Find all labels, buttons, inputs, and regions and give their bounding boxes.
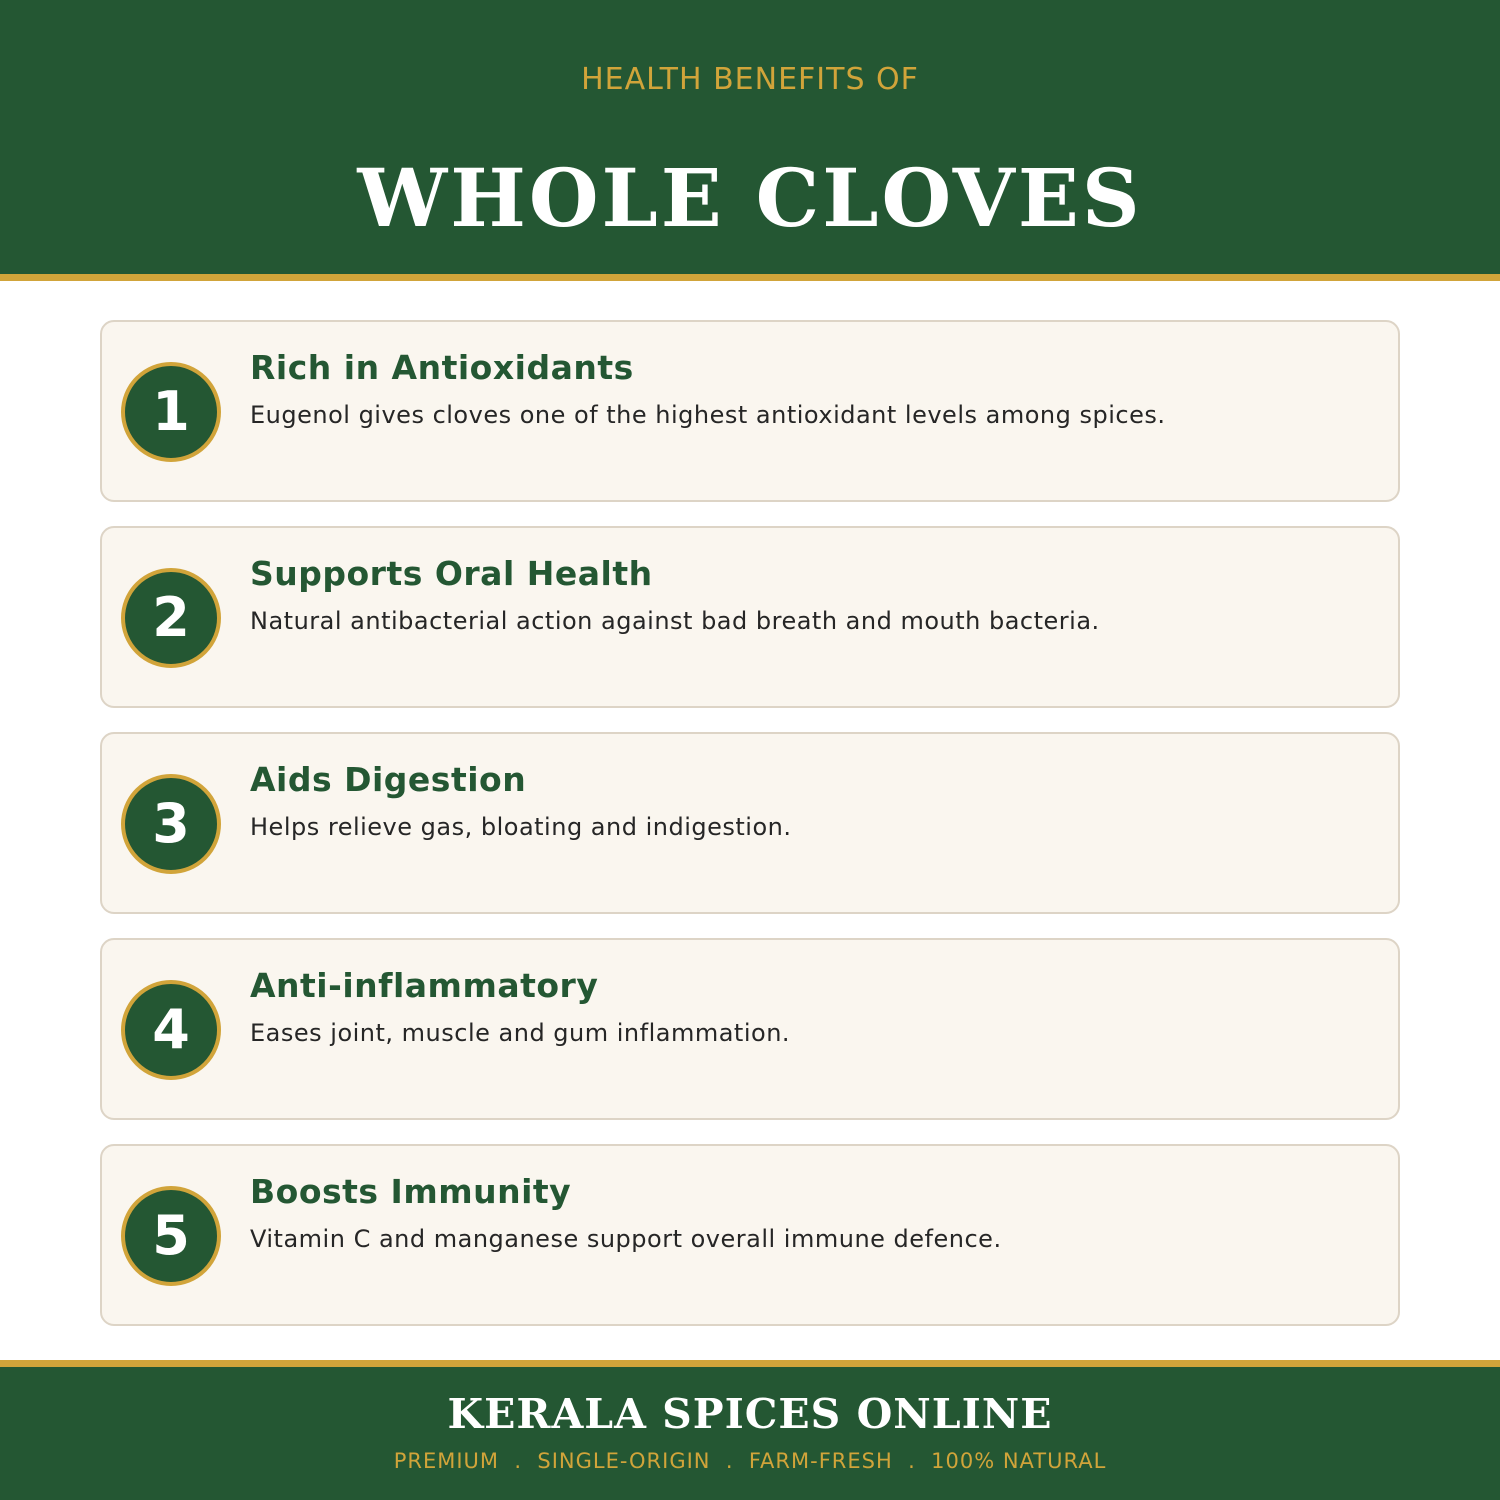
benefit-title: Supports Oral Health xyxy=(250,554,653,593)
benefit-description: Eases joint, muscle and gum inflammation. xyxy=(250,1019,791,1047)
benefit-card xyxy=(100,526,1400,708)
brand-name: KERALA SPICES ONLINE xyxy=(447,1390,1053,1438)
benefit-title: Aids Digestion xyxy=(250,760,527,799)
benefit-number-badge: 5 xyxy=(121,1186,221,1286)
header-gold-rule xyxy=(0,274,1500,281)
benefit-number-badge: 4 xyxy=(121,980,221,1080)
benefits-list xyxy=(100,320,1400,1350)
page-title: WHOLE CLOVES xyxy=(357,151,1143,245)
benefit-card xyxy=(100,938,1400,1120)
benefit-title: Rich in Antioxidants xyxy=(250,348,634,387)
benefit-description: Vitamin C and manganese support overall immune defence. xyxy=(250,1225,1002,1253)
benefit-number-badge: 1 xyxy=(121,362,221,462)
benefit-card xyxy=(100,732,1400,914)
benefit-description: Helps relieve gas, bloating and indigestion. xyxy=(250,813,792,841)
benefit-number-badge: 2 xyxy=(121,568,221,668)
benefit-card xyxy=(100,1144,1400,1326)
benefit-title: Anti-inflammatory xyxy=(250,966,599,1005)
benefit-number-badge: 3 xyxy=(121,774,221,874)
benefit-card xyxy=(100,320,1400,502)
benefit-description: Eugenol gives cloves one of the highest antioxidant levels among spices. xyxy=(250,401,1166,429)
benefit-description: Natural antibacterial action against bad breath and mouth bacteria. xyxy=(250,607,1100,635)
header-kicker: HEALTH BENEFITS OF xyxy=(581,62,919,97)
footer-gold-rule xyxy=(0,1360,1500,1367)
brand-tagline: PREMIUM . SINGLE-ORIGIN . FARM-FRESH . 100% NATURAL xyxy=(393,1449,1107,1473)
benefit-title: Boosts Immunity xyxy=(250,1172,572,1211)
